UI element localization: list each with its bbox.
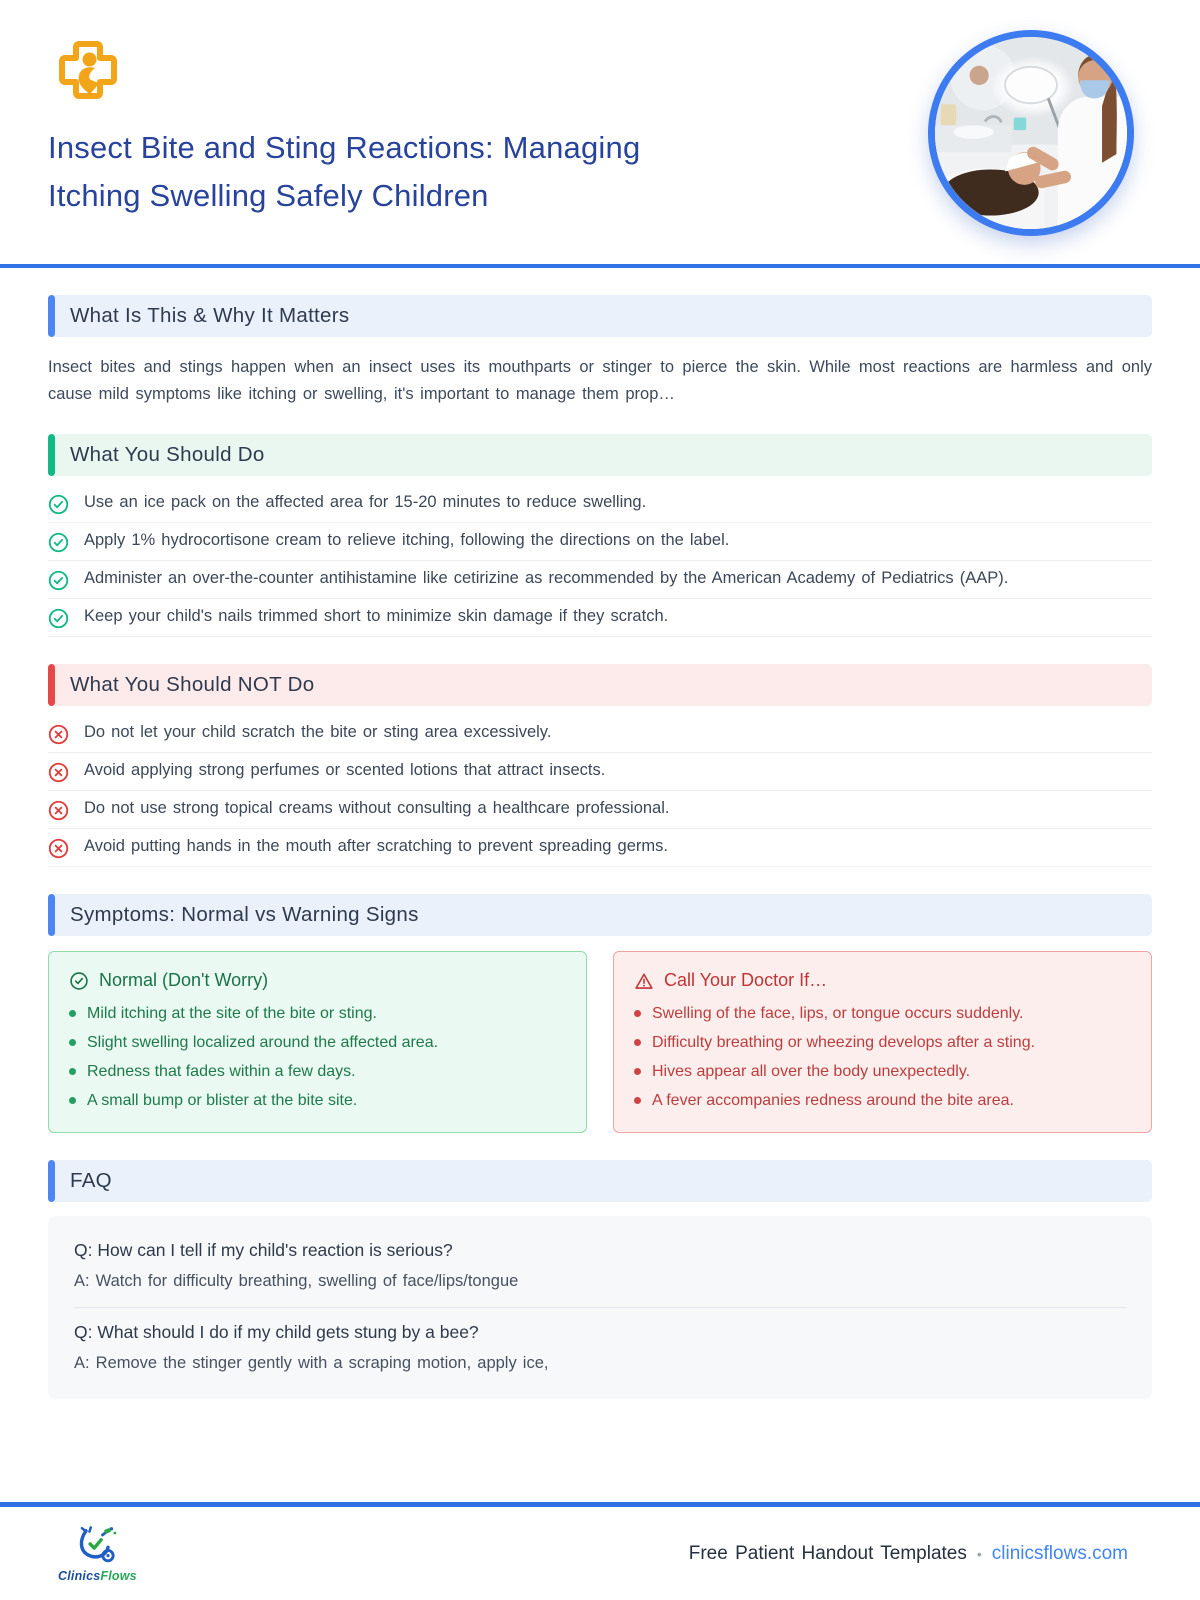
normal-symptom-text: Redness that fades within a few days. <box>87 1062 356 1080</box>
normal-symptom <box>69 1028 566 1057</box>
not-do-item-text: Avoid putting hands in the mouth after scratching to prevent spreading germs. <box>84 837 668 856</box>
warning-symptom <box>634 999 1131 1028</box>
check-circle-icon <box>48 494 69 515</box>
x-circle-icon <box>48 762 69 783</box>
normal-symptoms-list <box>69 999 566 1115</box>
warning-symptom-text: Difficulty breathing or wheezing develops after a sting. <box>652 1033 1036 1051</box>
section-header-what-is <box>48 295 1152 337</box>
do-item-text: Apply 1% hydrocortisone cream to relieve itching, following the directions on the label. <box>84 531 730 550</box>
warning-symptom <box>634 1028 1131 1057</box>
normal-card-header <box>69 965 566 999</box>
faq-answer: A: Watch for difficulty breathing, swelling of face/lips/tongue <box>74 1272 519 1291</box>
not-do-item <box>48 753 1152 791</box>
footer-tagline-row <box>689 1543 1128 1565</box>
intro-paragraph: Insect bites and stings happen when an insect uses its mouthparts or stinger to pierce the skin. While most reactions are harmless and only cause mild symptoms like itching or swelling, it's important to manage them prop… <box>48 358 1152 403</box>
page-title-line2: Itching Swelling Safely Children <box>48 178 489 213</box>
faq-answer: A: Remove the stinger gently with a scraping motion, apply ice, <box>74 1354 549 1373</box>
section-title: What You Should Do <box>70 443 265 467</box>
do-item <box>48 599 1152 637</box>
section-title: What Is This & Why It Matters <box>70 304 350 327</box>
check-circle-icon <box>48 608 69 629</box>
faq-item <box>74 1226 1126 1307</box>
section-symptoms <box>48 894 1152 1133</box>
footer <box>0 1502 1200 1600</box>
normal-symptom-text: Slight swelling localized around the affected area. <box>87 1033 439 1051</box>
not-do-item <box>48 715 1152 753</box>
footer-separator-dot: • <box>976 1545 982 1562</box>
do-item-text: Use an ice pack on the affected area for 15-20 minutes to reduce swelling. <box>84 493 647 512</box>
warning-triangle-icon <box>634 971 654 991</box>
section-title: Symptoms: Normal vs Warning Signs <box>70 903 419 927</box>
warning-card-title: Call Your Doctor If… <box>664 970 828 991</box>
do-item <box>48 485 1152 523</box>
do-item-text: Keep your child's nails trimmed short to minimize skin damage if they scratch. <box>84 607 669 626</box>
faq-item <box>74 1307 1126 1389</box>
bullet-dot <box>69 1039 76 1046</box>
warning-symptom-text: Hives appear all over the body unexpectedly. <box>652 1062 971 1080</box>
not-do-list <box>48 715 1152 867</box>
bullet-dot <box>69 1097 76 1104</box>
footer-site-link[interactable]: clinicsflows.com <box>991 1542 1128 1564</box>
warning-symptoms-card <box>613 951 1152 1133</box>
normal-symptom <box>69 1057 566 1086</box>
brand-name <box>58 1569 137 1583</box>
stethoscope-logo-icon <box>73 1524 121 1568</box>
normal-symptoms-card <box>48 951 587 1133</box>
section-what-is <box>48 295 1152 407</box>
section-not-do <box>48 664 1152 867</box>
not-do-item-text: Do not use strong topical creams without consulting a healthcare professional. <box>84 799 670 818</box>
normal-symptom-text: A small bump or blister at the bite site. <box>87 1091 358 1109</box>
not-do-item-text: Do not let your child scratch the bite or sting area excessively. <box>84 723 552 742</box>
faq-box <box>48 1216 1152 1399</box>
x-circle-icon <box>48 800 69 821</box>
handout-content <box>0 295 1200 1399</box>
bullet-dot <box>634 1097 641 1104</box>
check-circle-icon <box>69 971 89 991</box>
bullet-dot <box>69 1068 76 1075</box>
x-circle-icon <box>48 838 69 859</box>
normal-symptom-text: Mild itching at the site of the bite or sting. <box>87 1004 377 1022</box>
warning-symptoms-list <box>634 999 1131 1115</box>
not-do-item-text: Avoid applying strong perfumes or scented lotions that attract insects. <box>84 761 606 780</box>
section-header-symptoms <box>48 894 1152 936</box>
normal-symptom <box>69 999 566 1028</box>
page-title-line1: Insect Bite and Sting Reactions: Managing <box>48 130 641 165</box>
warning-symptom-text: Swelling of the face, lips, or tongue occurs suddenly. <box>652 1004 1024 1022</box>
brand-name-clinics: Clinics <box>58 1569 101 1583</box>
normal-card-title: Normal (Don't Worry) <box>99 970 269 991</box>
section-header-faq <box>48 1160 1152 1202</box>
page-title <box>48 124 868 220</box>
warning-symptom <box>634 1057 1131 1086</box>
header <box>0 0 1200 264</box>
do-item <box>48 523 1152 561</box>
bullet-dot <box>634 1010 641 1017</box>
do-item <box>48 561 1152 599</box>
bullet-dot <box>634 1039 641 1046</box>
x-circle-icon <box>48 724 69 745</box>
bullet-dot <box>69 1010 76 1017</box>
check-circle-icon <box>48 570 69 591</box>
section-title: FAQ <box>70 1169 112 1193</box>
header-divider <box>0 264 1200 268</box>
check-circle-icon <box>48 532 69 553</box>
medical-cross-child-icon <box>56 38 120 102</box>
section-header-do <box>48 434 1152 476</box>
brand-name-flows: Flows <box>100 1569 137 1583</box>
faq-question: Q: What should I do if my child gets stung by a bee? <box>74 1322 479 1343</box>
clinic-photo <box>928 30 1134 236</box>
section-header-not-do <box>48 664 1152 706</box>
not-do-item <box>48 791 1152 829</box>
faq-question: Q: How can I tell if my child's reaction is serious? <box>74 1240 453 1261</box>
bullet-dot <box>634 1068 641 1075</box>
section-faq <box>48 1160 1152 1399</box>
footer-tagline: Free Patient Handout Templates <box>688 1542 967 1564</box>
normal-symptom <box>69 1086 566 1115</box>
section-title: What You Should NOT Do <box>70 673 315 697</box>
do-list <box>48 485 1152 637</box>
section-do <box>48 434 1152 637</box>
symptoms-cards <box>48 951 1152 1133</box>
not-do-item <box>48 829 1152 867</box>
warning-symptom-text: A fever accompanies redness around the bite area. <box>652 1091 1014 1109</box>
do-item-text: Administer an over-the-counter antihistamine like cetirizine as recommended by the American Academy of Pediatrics (AAP). <box>84 569 1009 588</box>
clinicsflows-brand <box>58 1524 137 1583</box>
warning-symptom <box>634 1086 1131 1115</box>
warning-card-header <box>634 965 1131 999</box>
